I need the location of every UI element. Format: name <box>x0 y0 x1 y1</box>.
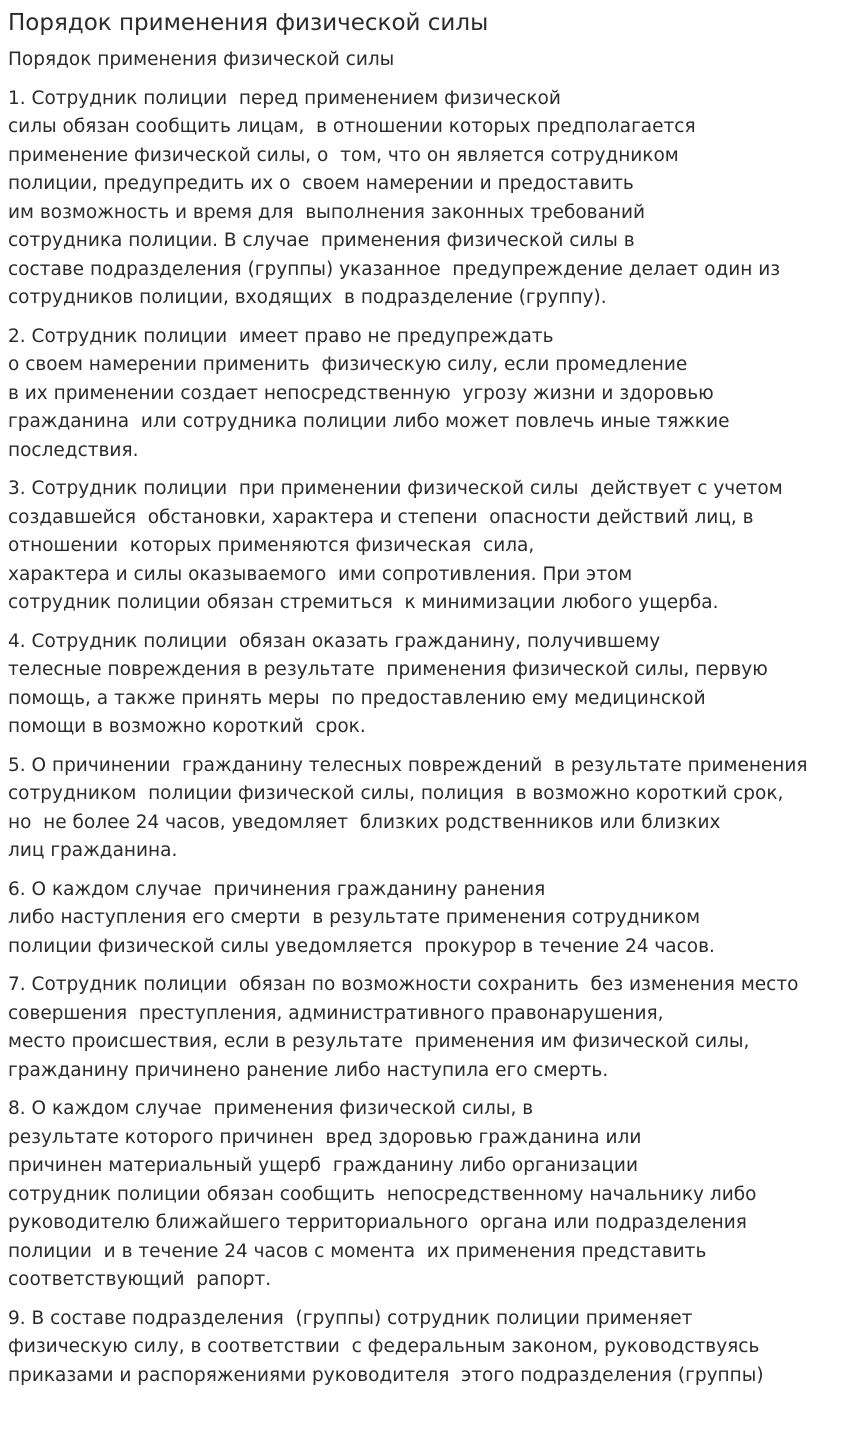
paragraph-line: совершения преступления, административного правонарушения, <box>8 1002 664 1024</box>
paragraph-line: гражданину причинено ранение либо наступила его смерть. <box>8 1059 609 1081</box>
paragraph-line: физическую силу, в соответствии с федеральным законом, руководствуясь <box>8 1336 760 1357</box>
paragraph-line: применение физической силы, о том, что он является сотрудником <box>8 144 679 166</box>
paragraph-1 <box>8 85 839 313</box>
paragraph-line: сотрудником полиции физической силы, полиция в возможно короткий срок, <box>8 783 784 804</box>
paragraph-line: составе подразделения (группы) указанное предупреждение делает один из <box>8 258 781 280</box>
paragraph-line: результате которого причинен вред здоровью гражданина или <box>8 1126 642 1148</box>
paragraph-line: сотрудник полиции обязан стремиться к минимизации любого ущерба. <box>8 592 719 613</box>
paragraph-line: последствия. <box>8 439 139 461</box>
paragraph-line: 7. Сотрудник полиции обязан по возможности сохранить без изменения место <box>8 974 799 995</box>
paragraph-3 <box>8 475 839 618</box>
paragraph-line: полиции физической силы уведомляется прокурор в течение 24 часов. <box>8 935 715 957</box>
paragraph-line: лиц гражданина. <box>8 840 178 861</box>
paragraph-line: о своем намерении применить физическую силу, если промедление <box>8 354 688 375</box>
paragraph-line: приказами и распоряжениями руководителя этого подразделения (группы) <box>8 1364 764 1386</box>
paragraph-line: телесные повреждения в результате применения физической силы, первую <box>8 659 768 680</box>
paragraph-line: гражданина или сотрудника полиции либо может повлечь иные тяжкие <box>8 411 730 432</box>
paragraph-line: отношении которых применяются физическая сила, <box>8 535 535 556</box>
paragraph-line: 8. О каждом случае применения физической силы, в <box>8 1098 534 1119</box>
paragraph-line: 1. Сотрудник полиции перед применением физической <box>8 87 561 109</box>
paragraph-line: причинен материальный ущерб гражданину либо организации <box>8 1155 638 1176</box>
paragraph-line: полиции и в течение 24 часов с момента их применения представить <box>8 1240 707 1262</box>
paragraph-line: руководителю ближайшего территориального органа или подразделения <box>8 1212 747 1233</box>
paragraph-7 <box>8 971 839 1085</box>
paragraph-line: помощь, а также принять меры по предоставлению ему медицинской <box>8 687 706 709</box>
paragraph-line: силы обязан сообщить лицам, в отношении которых предполагается <box>8 116 696 137</box>
paragraph-line: место происшествия, если в результате применения им физической силы, <box>8 1031 750 1052</box>
paragraph-line: сотрудников полиции, входящих в подразделение (группу). <box>8 287 607 308</box>
paragraph-8 <box>8 1095 839 1295</box>
page-title: Порядок применения физической силы <box>8 10 489 36</box>
paragraph-line: 3. Сотрудник полиции при применении физической силы действует с учетом <box>8 478 783 499</box>
document-subtitle: Порядок применения физической силы <box>8 49 395 70</box>
paragraph-line: либо наступления его смерти в результате применения сотрудником <box>8 907 701 928</box>
paragraph-line: в их применении создает непосредственную угрозу жизни и здоровью <box>8 382 714 404</box>
document-body <box>8 85 839 1391</box>
paragraph-line: помощи в возможно короткий срок. <box>8 716 366 737</box>
paragraph-line: полиции, предупредить их о своем намерении и предоставить <box>8 173 634 194</box>
paragraph-line: соответствующий рапорт. <box>8 1269 272 1290</box>
paragraph-4 <box>8 628 839 742</box>
paragraph-line: 5. О причинении гражданину телесных повреждений в результате применения <box>8 754 808 776</box>
paragraph-line: сотрудника полиции. В случае применения физической силы в <box>8 230 635 251</box>
paragraph-line: 2. Сотрудник полиции имеет право не предупреждать <box>8 325 554 347</box>
paragraph-line: 6. О каждом случае причинения гражданину ранения <box>8 878 546 900</box>
paragraph-line: им возможность и время для выполнения законных требований <box>8 201 646 223</box>
paragraph-9 <box>8 1305 839 1391</box>
paragraph-5 <box>8 752 839 866</box>
paragraph-2 <box>8 323 839 466</box>
paragraph-line: сотрудник полиции обязан сообщить непосредственному начальнику либо <box>8 1183 757 1205</box>
paragraph-line: характера и силы оказываемого ими сопротивления. При этом <box>8 563 633 585</box>
paragraph-6 <box>8 876 839 962</box>
paragraph-line: но не более 24 часов, уведомляет близких родственников или близких <box>8 811 721 833</box>
paragraph-line: 4. Сотрудник полиции обязан оказать гражданину, получившему <box>8 630 661 652</box>
paragraph-line: 9. В составе подразделения (группы) сотрудник полиции применяет <box>8 1307 693 1329</box>
paragraph-line: создавшейся обстановки, характера и степени опасности действий лиц, в <box>8 506 754 528</box>
